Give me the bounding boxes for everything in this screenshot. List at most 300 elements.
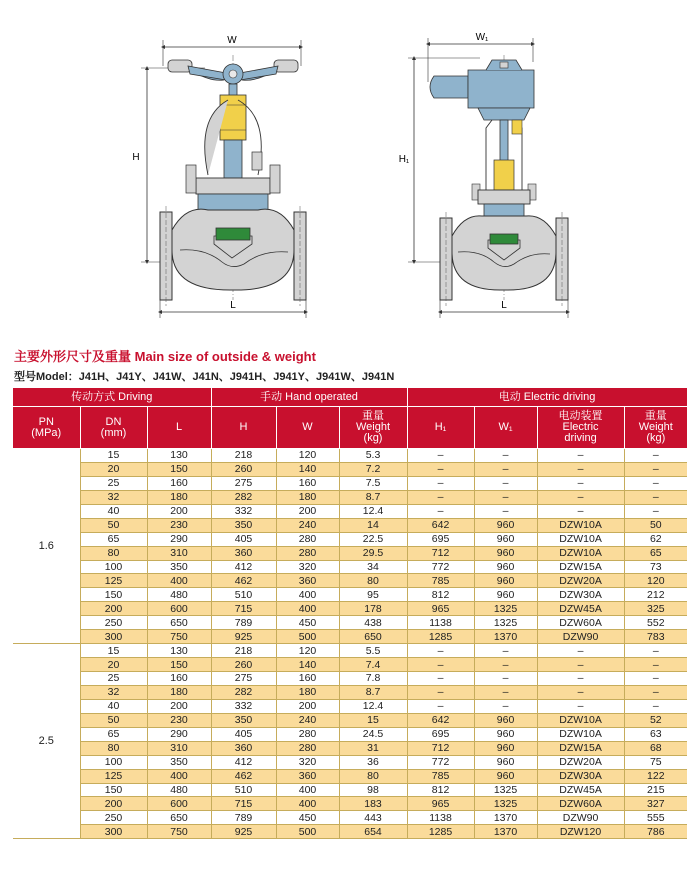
table-row bbox=[13, 811, 687, 825]
cell-dn: 32 bbox=[80, 685, 147, 699]
cell-w1: – bbox=[474, 685, 537, 699]
cell-weight-hand: 8.7 bbox=[339, 685, 407, 699]
cell-h1: – bbox=[407, 462, 474, 476]
cell-electric-device: DZW90 bbox=[537, 811, 624, 825]
cell-h1: 695 bbox=[407, 727, 474, 741]
cell-h1: 812 bbox=[407, 588, 474, 602]
section-title: 主要外形尺寸及重量 Main size of outside & weight bbox=[14, 349, 316, 364]
cell-l: 290 bbox=[147, 532, 211, 546]
cell-weight-electric: 786 bbox=[624, 825, 687, 839]
cell-h1: – bbox=[407, 504, 474, 518]
cell-w: 360 bbox=[276, 574, 339, 588]
cell-weight-hand: 5.5 bbox=[339, 644, 407, 658]
cell-electric-device: DZW15A bbox=[537, 741, 624, 755]
cell-h: 332 bbox=[211, 504, 276, 518]
table-row bbox=[13, 699, 687, 713]
table-row bbox=[13, 672, 687, 686]
cell-dn: 80 bbox=[80, 741, 147, 755]
cell-h: 360 bbox=[211, 741, 276, 755]
cell-weight-hand: 24.5 bbox=[339, 727, 407, 741]
cell-electric-device: DZW30A bbox=[537, 769, 624, 783]
cell-electric-device: – bbox=[537, 658, 624, 672]
cell-w1: 1325 bbox=[474, 616, 537, 630]
cell-w1: 960 bbox=[474, 560, 537, 574]
dimension-h-label: H bbox=[132, 152, 140, 163]
cell-weight-electric: 68 bbox=[624, 741, 687, 755]
cell-weight-hand: 12.4 bbox=[339, 699, 407, 713]
cell-h1: 1138 bbox=[407, 616, 474, 630]
cell-h1: 772 bbox=[407, 755, 474, 769]
table-row bbox=[13, 574, 687, 588]
cell-w1: 960 bbox=[474, 727, 537, 741]
cell-weight-hand: 443 bbox=[339, 811, 407, 825]
cell-weight-hand: 34 bbox=[339, 560, 407, 574]
cell-w1: – bbox=[474, 462, 537, 476]
cell-dn: 40 bbox=[80, 699, 147, 713]
cell-h: 412 bbox=[211, 755, 276, 769]
table-body bbox=[13, 449, 687, 839]
cell-l: 150 bbox=[147, 658, 211, 672]
cell-dn: 100 bbox=[80, 755, 147, 769]
table-row bbox=[13, 449, 687, 463]
cell-electric-device: – bbox=[537, 672, 624, 686]
cell-dn: 150 bbox=[80, 783, 147, 797]
cell-weight-electric: – bbox=[624, 685, 687, 699]
cell-dn: 50 bbox=[80, 713, 147, 727]
cell-weight-electric: 52 bbox=[624, 713, 687, 727]
table-row bbox=[13, 755, 687, 769]
cell-dn: 250 bbox=[80, 811, 147, 825]
cell-h: 218 bbox=[211, 449, 276, 463]
cell-h1: 712 bbox=[407, 546, 474, 560]
cell-w: 280 bbox=[276, 741, 339, 755]
cell-weight-hand: 15 bbox=[339, 713, 407, 727]
cell-weight-electric: – bbox=[624, 699, 687, 713]
cell-weight-electric: 215 bbox=[624, 783, 687, 797]
cell-weight-hand: 14 bbox=[339, 518, 407, 532]
cell-l: 230 bbox=[147, 518, 211, 532]
cell-h1: – bbox=[407, 644, 474, 658]
cell-h: 510 bbox=[211, 588, 276, 602]
table-row bbox=[13, 644, 687, 658]
cell-dn: 125 bbox=[80, 769, 147, 783]
cell-w: 280 bbox=[276, 532, 339, 546]
cell-h1: 642 bbox=[407, 713, 474, 727]
cell-h1: – bbox=[407, 699, 474, 713]
cell-w: 140 bbox=[276, 658, 339, 672]
cell-w1: 1325 bbox=[474, 783, 537, 797]
cell-dn: 25 bbox=[80, 672, 147, 686]
dimension-h1-label: H₁ bbox=[398, 154, 410, 165]
cell-dn: 50 bbox=[80, 518, 147, 532]
cell-h: 715 bbox=[211, 797, 276, 811]
cell-h: 282 bbox=[211, 490, 276, 504]
cell-weight-hand: 80 bbox=[339, 769, 407, 783]
cell-l: 350 bbox=[147, 560, 211, 574]
cell-electric-device: – bbox=[537, 490, 624, 504]
cell-weight-hand: 22.5 bbox=[339, 532, 407, 546]
cell-l: 180 bbox=[147, 490, 211, 504]
cell-weight-electric: 325 bbox=[624, 602, 687, 616]
table-row bbox=[13, 546, 687, 560]
cell-h1: – bbox=[407, 476, 474, 490]
cell-electric-device: DZW20A bbox=[537, 574, 624, 588]
cell-l: 400 bbox=[147, 769, 211, 783]
cell-dn: 300 bbox=[80, 630, 147, 644]
cell-w: 160 bbox=[276, 672, 339, 686]
cell-l: 130 bbox=[147, 449, 211, 463]
cell-w1: – bbox=[474, 672, 537, 686]
col-w: W bbox=[276, 407, 339, 449]
cell-l: 180 bbox=[147, 685, 211, 699]
cell-w1: 960 bbox=[474, 713, 537, 727]
table-row bbox=[13, 504, 687, 518]
cell-weight-electric: 65 bbox=[624, 546, 687, 560]
cell-l: 480 bbox=[147, 588, 211, 602]
cell-l: 650 bbox=[147, 811, 211, 825]
dimension-w-label: W bbox=[227, 35, 237, 46]
cell-weight-hand: 178 bbox=[339, 602, 407, 616]
cell-w1: 960 bbox=[474, 574, 537, 588]
group-hand-operated: 手动 Hand operated bbox=[211, 388, 407, 407]
size-weight-table bbox=[13, 388, 688, 839]
cell-weight-electric: 75 bbox=[624, 755, 687, 769]
cell-electric-device: DZW60A bbox=[537, 797, 624, 811]
cell-weight-hand: 7.2 bbox=[339, 462, 407, 476]
cell-dn: 65 bbox=[80, 727, 147, 741]
cell-l: 230 bbox=[147, 713, 211, 727]
cell-dn: 125 bbox=[80, 574, 147, 588]
cell-w1: 1325 bbox=[474, 797, 537, 811]
cell-l: 130 bbox=[147, 644, 211, 658]
cell-dn: 20 bbox=[80, 462, 147, 476]
cell-h1: 812 bbox=[407, 783, 474, 797]
cell-w: 200 bbox=[276, 504, 339, 518]
cell-electric-device: – bbox=[537, 476, 624, 490]
cell-w: 400 bbox=[276, 602, 339, 616]
hand-operated-valve-drawing bbox=[132, 35, 306, 318]
cell-dn: 250 bbox=[80, 616, 147, 630]
cell-weight-hand: 183 bbox=[339, 797, 407, 811]
cell-w1: 960 bbox=[474, 769, 537, 783]
cell-electric-device: – bbox=[537, 504, 624, 518]
cell-l: 310 bbox=[147, 546, 211, 560]
table-row bbox=[13, 783, 687, 797]
cell-weight-electric: – bbox=[624, 449, 687, 463]
cell-w: 160 bbox=[276, 476, 339, 490]
cell-weight-electric: – bbox=[624, 658, 687, 672]
table-row bbox=[13, 797, 687, 811]
cell-weight-electric: 327 bbox=[624, 797, 687, 811]
cell-electric-device: DZW45A bbox=[537, 602, 624, 616]
cell-w1: – bbox=[474, 449, 537, 463]
table-row bbox=[13, 741, 687, 755]
cell-h1: 772 bbox=[407, 560, 474, 574]
table-row bbox=[13, 658, 687, 672]
col-h: H bbox=[211, 407, 276, 449]
col-w1: W₁ bbox=[474, 407, 537, 449]
cell-h1: 1285 bbox=[407, 825, 474, 839]
cell-w: 180 bbox=[276, 685, 339, 699]
cell-h: 260 bbox=[211, 462, 276, 476]
cell-h1: – bbox=[407, 672, 474, 686]
cell-w1: 960 bbox=[474, 546, 537, 560]
cell-dn: 32 bbox=[80, 490, 147, 504]
cell-h: 282 bbox=[211, 685, 276, 699]
cell-w: 500 bbox=[276, 825, 339, 839]
table-row bbox=[13, 685, 687, 699]
cell-w: 280 bbox=[276, 727, 339, 741]
electric-valve-drawing bbox=[399, 32, 568, 318]
cell-w: 240 bbox=[276, 713, 339, 727]
dimension-w1-label: W₁ bbox=[475, 32, 489, 43]
model-list: 型号Model：J41H、J41Y、J41W、J41N、J941H、J941Y、J941W、J941N bbox=[14, 371, 395, 383]
cell-h: 260 bbox=[211, 658, 276, 672]
cell-weight-electric: – bbox=[624, 672, 687, 686]
cell-weight-hand: 7.8 bbox=[339, 672, 407, 686]
cell-weight-electric: – bbox=[624, 644, 687, 658]
cell-h: 275 bbox=[211, 476, 276, 490]
cell-weight-electric: – bbox=[624, 462, 687, 476]
cell-w1: – bbox=[474, 476, 537, 490]
col-h1: H₁ bbox=[407, 407, 474, 449]
cell-electric-device: DZW30A bbox=[537, 588, 624, 602]
table-row bbox=[13, 532, 687, 546]
cell-w: 400 bbox=[276, 588, 339, 602]
cell-h1: – bbox=[407, 490, 474, 504]
cell-h: 925 bbox=[211, 630, 276, 644]
cell-electric-device: – bbox=[537, 462, 624, 476]
cell-w1: 960 bbox=[474, 532, 537, 546]
valve-drawings bbox=[0, 0, 700, 330]
cell-h: 360 bbox=[211, 546, 276, 560]
cell-weight-electric: – bbox=[624, 504, 687, 518]
col-weight-electric: 重量 Weight (kg) bbox=[624, 407, 687, 449]
cell-h1: 785 bbox=[407, 769, 474, 783]
cell-h1: 785 bbox=[407, 574, 474, 588]
cell-w1: – bbox=[474, 658, 537, 672]
cell-electric-device: – bbox=[537, 644, 624, 658]
group-driving: 传动方式 Driving bbox=[13, 388, 211, 407]
cell-w: 280 bbox=[276, 546, 339, 560]
cell-w1: 960 bbox=[474, 755, 537, 769]
cell-h: 332 bbox=[211, 699, 276, 713]
cell-electric-device: DZW10A bbox=[537, 713, 624, 727]
table-row bbox=[13, 462, 687, 476]
cell-weight-hand: 8.7 bbox=[339, 490, 407, 504]
cell-l: 400 bbox=[147, 574, 211, 588]
cell-dn: 40 bbox=[80, 504, 147, 518]
cell-electric-device: – bbox=[537, 699, 624, 713]
cell-electric-device: DZW20A bbox=[537, 755, 624, 769]
cell-h: 715 bbox=[211, 602, 276, 616]
cell-dn: 15 bbox=[80, 449, 147, 463]
cell-electric-device: – bbox=[537, 685, 624, 699]
cell-h1: 695 bbox=[407, 532, 474, 546]
cell-w: 240 bbox=[276, 518, 339, 532]
cell-h1: – bbox=[407, 658, 474, 672]
cell-h1: 1285 bbox=[407, 630, 474, 644]
electric-actuator bbox=[430, 60, 534, 120]
cell-h: 925 bbox=[211, 825, 276, 839]
cell-electric-device: – bbox=[537, 449, 624, 463]
cell-weight-electric: 122 bbox=[624, 769, 687, 783]
cell-w1: 1370 bbox=[474, 811, 537, 825]
cell-h: 462 bbox=[211, 769, 276, 783]
cell-pn: 2.5 bbox=[13, 644, 80, 839]
cell-weight-hand: 438 bbox=[339, 616, 407, 630]
cell-electric-device: DZW10A bbox=[537, 518, 624, 532]
cell-h: 350 bbox=[211, 713, 276, 727]
cell-h: 350 bbox=[211, 518, 276, 532]
cell-w1: – bbox=[474, 644, 537, 658]
cell-w: 450 bbox=[276, 811, 339, 825]
col-electric-device: 电动装置 Electric driving bbox=[537, 407, 624, 449]
cell-w: 120 bbox=[276, 644, 339, 658]
cell-h: 789 bbox=[211, 616, 276, 630]
cell-l: 480 bbox=[147, 783, 211, 797]
cell-weight-electric: 212 bbox=[624, 588, 687, 602]
cell-dn: 100 bbox=[80, 560, 147, 574]
cell-electric-device: DZW90 bbox=[537, 630, 624, 644]
cell-weight-hand: 29.5 bbox=[339, 546, 407, 560]
cell-w: 450 bbox=[276, 616, 339, 630]
cell-weight-electric: – bbox=[624, 490, 687, 504]
cell-weight-hand: 7.4 bbox=[339, 658, 407, 672]
table-row bbox=[13, 825, 687, 839]
cell-weight-hand: 7.5 bbox=[339, 476, 407, 490]
cell-h: 275 bbox=[211, 672, 276, 686]
cell-l: 750 bbox=[147, 825, 211, 839]
cell-weight-electric: 552 bbox=[624, 616, 687, 630]
cell-weight-electric: 63 bbox=[624, 727, 687, 741]
cell-dn: 300 bbox=[80, 825, 147, 839]
cell-electric-device: DZW120 bbox=[537, 825, 624, 839]
cell-h: 405 bbox=[211, 532, 276, 546]
group-header-row bbox=[13, 388, 687, 407]
cell-l: 350 bbox=[147, 755, 211, 769]
cell-w1: – bbox=[474, 699, 537, 713]
cell-l: 600 bbox=[147, 797, 211, 811]
cell-w1: 1325 bbox=[474, 602, 537, 616]
cell-h: 412 bbox=[211, 560, 276, 574]
cell-dn: 20 bbox=[80, 658, 147, 672]
cell-w1: 960 bbox=[474, 588, 537, 602]
cell-l: 600 bbox=[147, 602, 211, 616]
cell-w: 180 bbox=[276, 490, 339, 504]
cell-h1: 965 bbox=[407, 602, 474, 616]
cell-l: 310 bbox=[147, 741, 211, 755]
table-row bbox=[13, 588, 687, 602]
table-row bbox=[13, 616, 687, 630]
cell-l: 160 bbox=[147, 476, 211, 490]
cell-h1: 642 bbox=[407, 518, 474, 532]
cell-h1: 712 bbox=[407, 741, 474, 755]
cell-l: 290 bbox=[147, 727, 211, 741]
cell-pn: 1.6 bbox=[13, 449, 80, 644]
cell-l: 200 bbox=[147, 504, 211, 518]
dimension-l-label: L bbox=[230, 300, 236, 311]
table-row bbox=[13, 630, 687, 644]
cell-h1: 1138 bbox=[407, 811, 474, 825]
cell-dn: 65 bbox=[80, 532, 147, 546]
cell-weight-hand: 98 bbox=[339, 783, 407, 797]
cell-weight-hand: 650 bbox=[339, 630, 407, 644]
cell-w1: – bbox=[474, 490, 537, 504]
table-row bbox=[13, 713, 687, 727]
cell-h: 405 bbox=[211, 727, 276, 741]
cell-h: 462 bbox=[211, 574, 276, 588]
cell-dn: 25 bbox=[80, 476, 147, 490]
cell-dn: 200 bbox=[80, 602, 147, 616]
table-row bbox=[13, 769, 687, 783]
cell-w1: 960 bbox=[474, 741, 537, 755]
cell-weight-hand: 5.3 bbox=[339, 449, 407, 463]
cell-l: 200 bbox=[147, 699, 211, 713]
cell-w: 320 bbox=[276, 560, 339, 574]
cell-l: 650 bbox=[147, 616, 211, 630]
cell-h1: – bbox=[407, 449, 474, 463]
cell-h: 789 bbox=[211, 811, 276, 825]
cell-weight-electric: 50 bbox=[624, 518, 687, 532]
cell-electric-device: DZW60A bbox=[537, 616, 624, 630]
table-row bbox=[13, 560, 687, 574]
cell-w1: 1370 bbox=[474, 825, 537, 839]
group-electric-driving: 电动 Electric driving bbox=[407, 388, 687, 407]
table-row bbox=[13, 602, 687, 616]
col-l: L bbox=[147, 407, 211, 449]
cell-weight-hand: 80 bbox=[339, 574, 407, 588]
cell-electric-device: DZW45A bbox=[537, 783, 624, 797]
cell-dn: 80 bbox=[80, 546, 147, 560]
cell-weight-hand: 31 bbox=[339, 741, 407, 755]
cell-dn: 200 bbox=[80, 797, 147, 811]
column-header-row bbox=[13, 407, 687, 449]
cell-w1: 1370 bbox=[474, 630, 537, 644]
cell-weight-hand: 95 bbox=[339, 588, 407, 602]
cell-weight-electric: 555 bbox=[624, 811, 687, 825]
cell-electric-device: DZW10A bbox=[537, 532, 624, 546]
cell-w1: 960 bbox=[474, 518, 537, 532]
cell-weight-electric: 120 bbox=[624, 574, 687, 588]
cell-h: 218 bbox=[211, 644, 276, 658]
cell-weight-hand: 36 bbox=[339, 755, 407, 769]
cell-weight-electric: 62 bbox=[624, 532, 687, 546]
cell-weight-hand: 654 bbox=[339, 825, 407, 839]
cell-w: 400 bbox=[276, 797, 339, 811]
table-row bbox=[13, 490, 687, 504]
cell-dn: 15 bbox=[80, 644, 147, 658]
dimension-l1-label: L bbox=[501, 300, 507, 311]
cell-electric-device: DZW15A bbox=[537, 560, 624, 574]
table-row bbox=[13, 518, 687, 532]
cell-l: 750 bbox=[147, 630, 211, 644]
cell-w: 120 bbox=[276, 449, 339, 463]
col-weight-hand: 重量 Weight (kg) bbox=[339, 407, 407, 449]
cell-l: 160 bbox=[147, 672, 211, 686]
cell-w: 200 bbox=[276, 699, 339, 713]
cell-weight-electric: 73 bbox=[624, 560, 687, 574]
cell-w: 320 bbox=[276, 755, 339, 769]
cell-w: 400 bbox=[276, 783, 339, 797]
cell-h: 510 bbox=[211, 783, 276, 797]
cell-w: 500 bbox=[276, 630, 339, 644]
col-dn: DN (mm) bbox=[80, 407, 147, 449]
col-pn: PN (MPa) bbox=[13, 407, 80, 449]
cell-dn: 150 bbox=[80, 588, 147, 602]
cell-h1: – bbox=[407, 685, 474, 699]
cell-h1: 965 bbox=[407, 797, 474, 811]
